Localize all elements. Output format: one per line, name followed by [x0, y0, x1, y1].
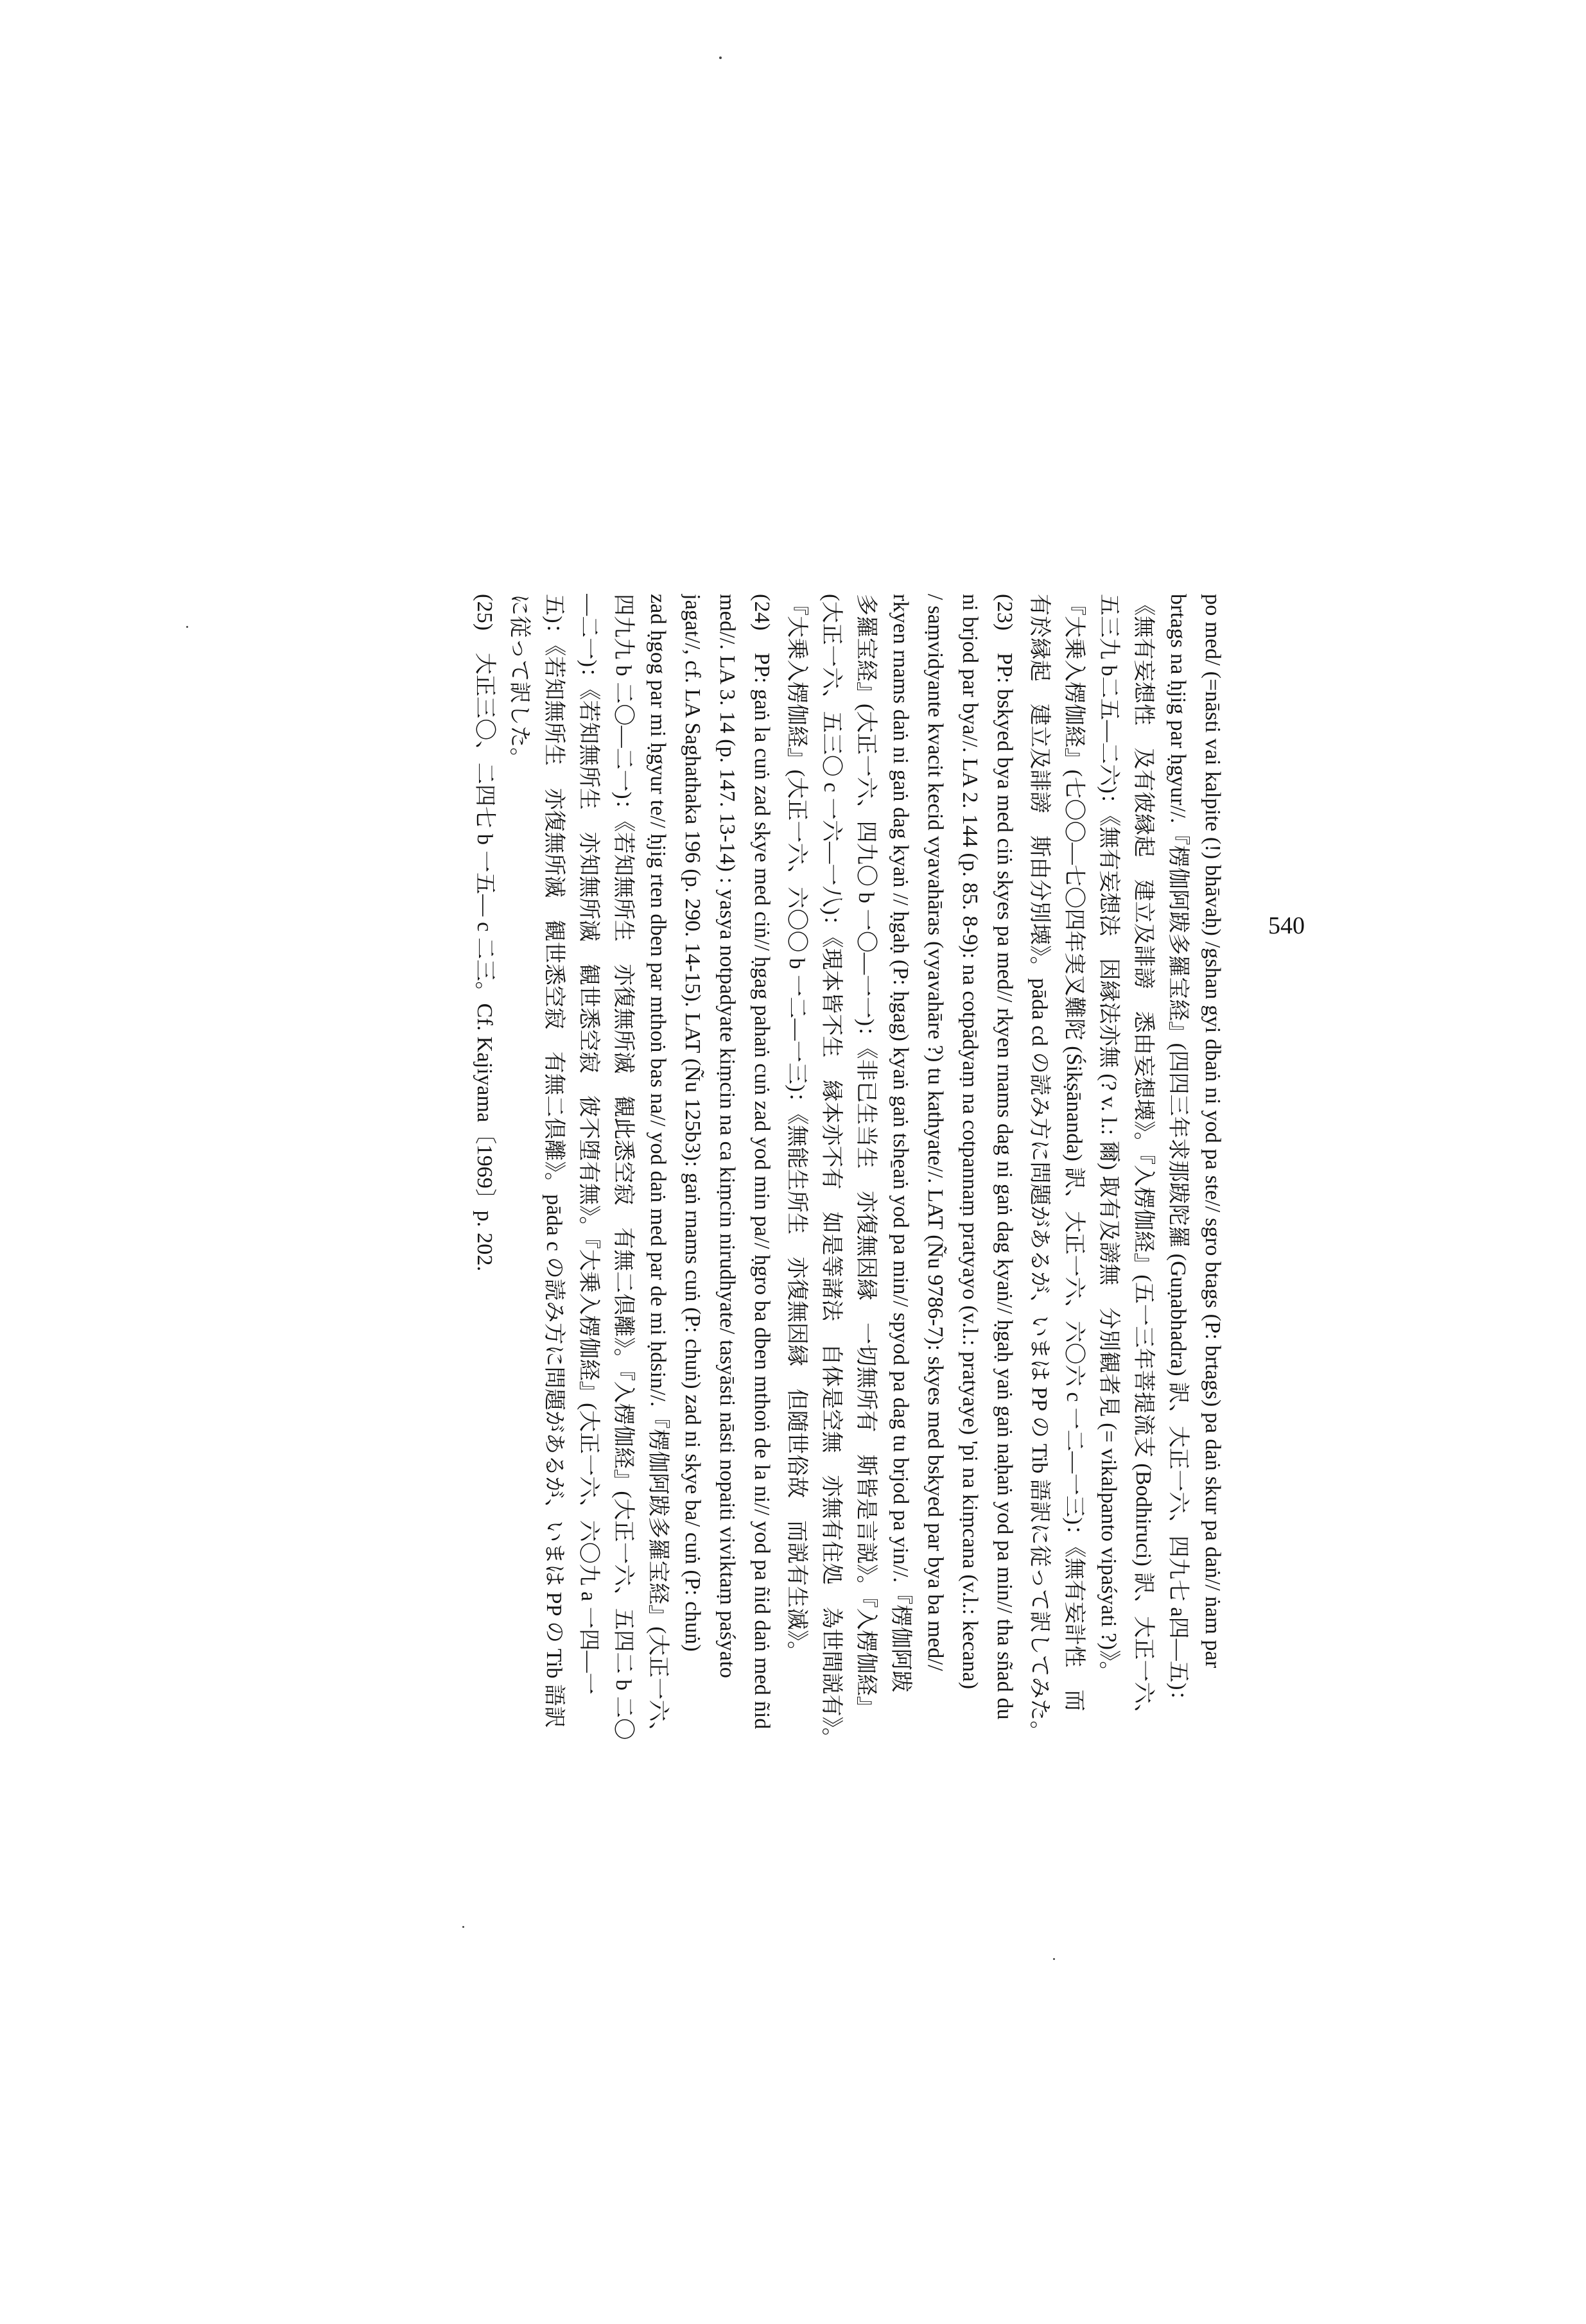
scan-speck: [719, 56, 722, 59]
text-line: に従って訳した。: [507, 594, 531, 770]
text-line: jagat//, cf. LA Saghathaka 196 (p. 290. 14-15). LAT (Ñu 125b3): gaṅ rnams cuṅ (P: chuṅ) zad ni skye ba/ cuṅ (P: chuṅ): [681, 594, 704, 1652]
text-line: ―二一)：《若知無所生 亦知無所滅 観世悉空寂 彼不堕有無》。『大乗入楞伽経』(大正一六、六〇九 a 一四―一: [577, 594, 600, 1695]
scan-speck: [1053, 1958, 1055, 1960]
text-line: 『大乗入楞伽経』(七〇〇―七〇四年実叉難陀 (Śikṣānanda) 訳、大正一六、六〇六 c 一二―一三)：《無有妄計性 而: [1062, 594, 1086, 1712]
text-line: brtags na ḥjig par ḥgyur//.『楞伽阿跋多羅宝経』(四四三年求那跋陀羅 (Guṇabhadra) 訳、大正一六、四九七 a四―五)：: [1166, 594, 1190, 1712]
text-line: 『大乗入楞伽経』(大正一六、六〇〇 b 一二―一三)：《無能生所生 亦復無因縁 但随世俗故 而説有生滅》。: [785, 594, 808, 1663]
footnote-text-block: [473, 594, 1230, 1826]
text-line: 五)：《若知無所生 亦復無所滅 観世悉空寂 有無二倶離》。pāda c の読み方に問題があるが、いまは PP の Tib 語訳: [542, 594, 566, 1728]
text-line: 有於縁起 建立及誹謗 斯由分別壊》。pāda cd の読み方に問題があるが、いまは PP の Tib 語訳に従って訳してみた。: [1027, 594, 1051, 1743]
text-line: rkyen rnams daṅ ni gaṅ dag kyaṅ // ḥgaḥ (P: ḥgag) kyaṅ gaṅ tshe̱aṅ yod pa min// spyod pa dag tu brjod pa yin//.『楞伽阿跋: [889, 594, 912, 1693]
text-line: po med/ (=nāsti vai kalpite (!) bhāvaḥ) /gshan gyi dbaṅ ni yod pa ste// sgro btags (P: brtags) pa daṅ skur pa daṅ// ṅam par: [1201, 594, 1224, 1669]
scan-speck: [186, 626, 188, 628]
text-line: / saṃvidyante kvacit kecid vyavahāras (vyavahāre ?) tu kathyate//. LAT (Ñu 9786-7): skyes med bskyed par bya ba med//: [923, 594, 947, 1671]
text-line: 《無有妄想性 及有彼縁起 建立及誹謗 悉由妄想壊》。『入楞伽経』(五一三年菩提流支 (Bodhiruci) 訳、大正一六、: [1131, 594, 1155, 1726]
page-number: 540: [1268, 912, 1305, 939]
text-line: zad ḥgog par mi ḥgyur te// ḥjig rten dben par mthoṅ bas na// yod daṅ med par de mi ḥdsin//.『楞伽阿跋多羅宝経』(大正一六、: [646, 594, 670, 1744]
text-line: 五三九 b二五―二六)：《無有妄想法 因縁法亦無 (? v. l.: 爾) 取有及謗無 分別観者見 (= vikalpanto vipaśyati ?)》。: [1097, 594, 1120, 1683]
footnote-23: (23) PP: bskyed bya med ciṅ skyes pa med// rkyen rnams dag ni gaṅ dag kyaṅ// ḥgaḥ yaṅ gaṅ naḥaṅ yod pa min// tha sñad du: [993, 594, 1016, 1720]
text-line: med//. LA 3. 14 (p. 147. 13-14) : yasya notpadyate kiṃcin na ca kiṃcin nirudhyate/ tasyāsti nāsti nopaiti viviktaṃ paśyato: [715, 594, 739, 1679]
footnote-25: (25) 大正三〇、二四七 b 一五― c 二三。Cf. Kajiyama〔1969〕p. 202.: [473, 594, 496, 1272]
text-line: 四九九 b 二〇―二一)：《若知無所生 亦復無所滅 観此悉空寂 有無二倶離》。『入楞伽経』(大正一六、五四二 b 二〇: [611, 594, 635, 1740]
scan-speck: [462, 1926, 464, 1928]
text-line: 多羅宝経』(大正一六、四九〇 b 一〇―一一)：《非已生当生 亦復無因縁 一切無所有 斯皆是言説》。『入楞伽経』: [854, 594, 878, 1718]
text-line: ni brjod par bya//. LA 2. 144 (p. 85. 8-9): na cotpādyaṃ na cotpannaṃ pratyayo (v.l.: pratyaye) 'pi na kiṃcana (v.l.: kecana): [958, 594, 982, 1690]
footnote-24: (24) PP: gaṅ la cuṅ zad skye med ciṅ// ḥgag pahaṅ cuṅ zad yod min pa// ḥgro ba dben mthoṅ de la ni// yod pa ñid daṅ med ñid: [750, 594, 774, 1730]
text-line: (大正一六、五三〇 c 一六―一八)：《現本皆不生 縁本亦不有 如是等諸法 自体是空無 亦無有住処 為世間説有》。: [819, 594, 843, 1750]
